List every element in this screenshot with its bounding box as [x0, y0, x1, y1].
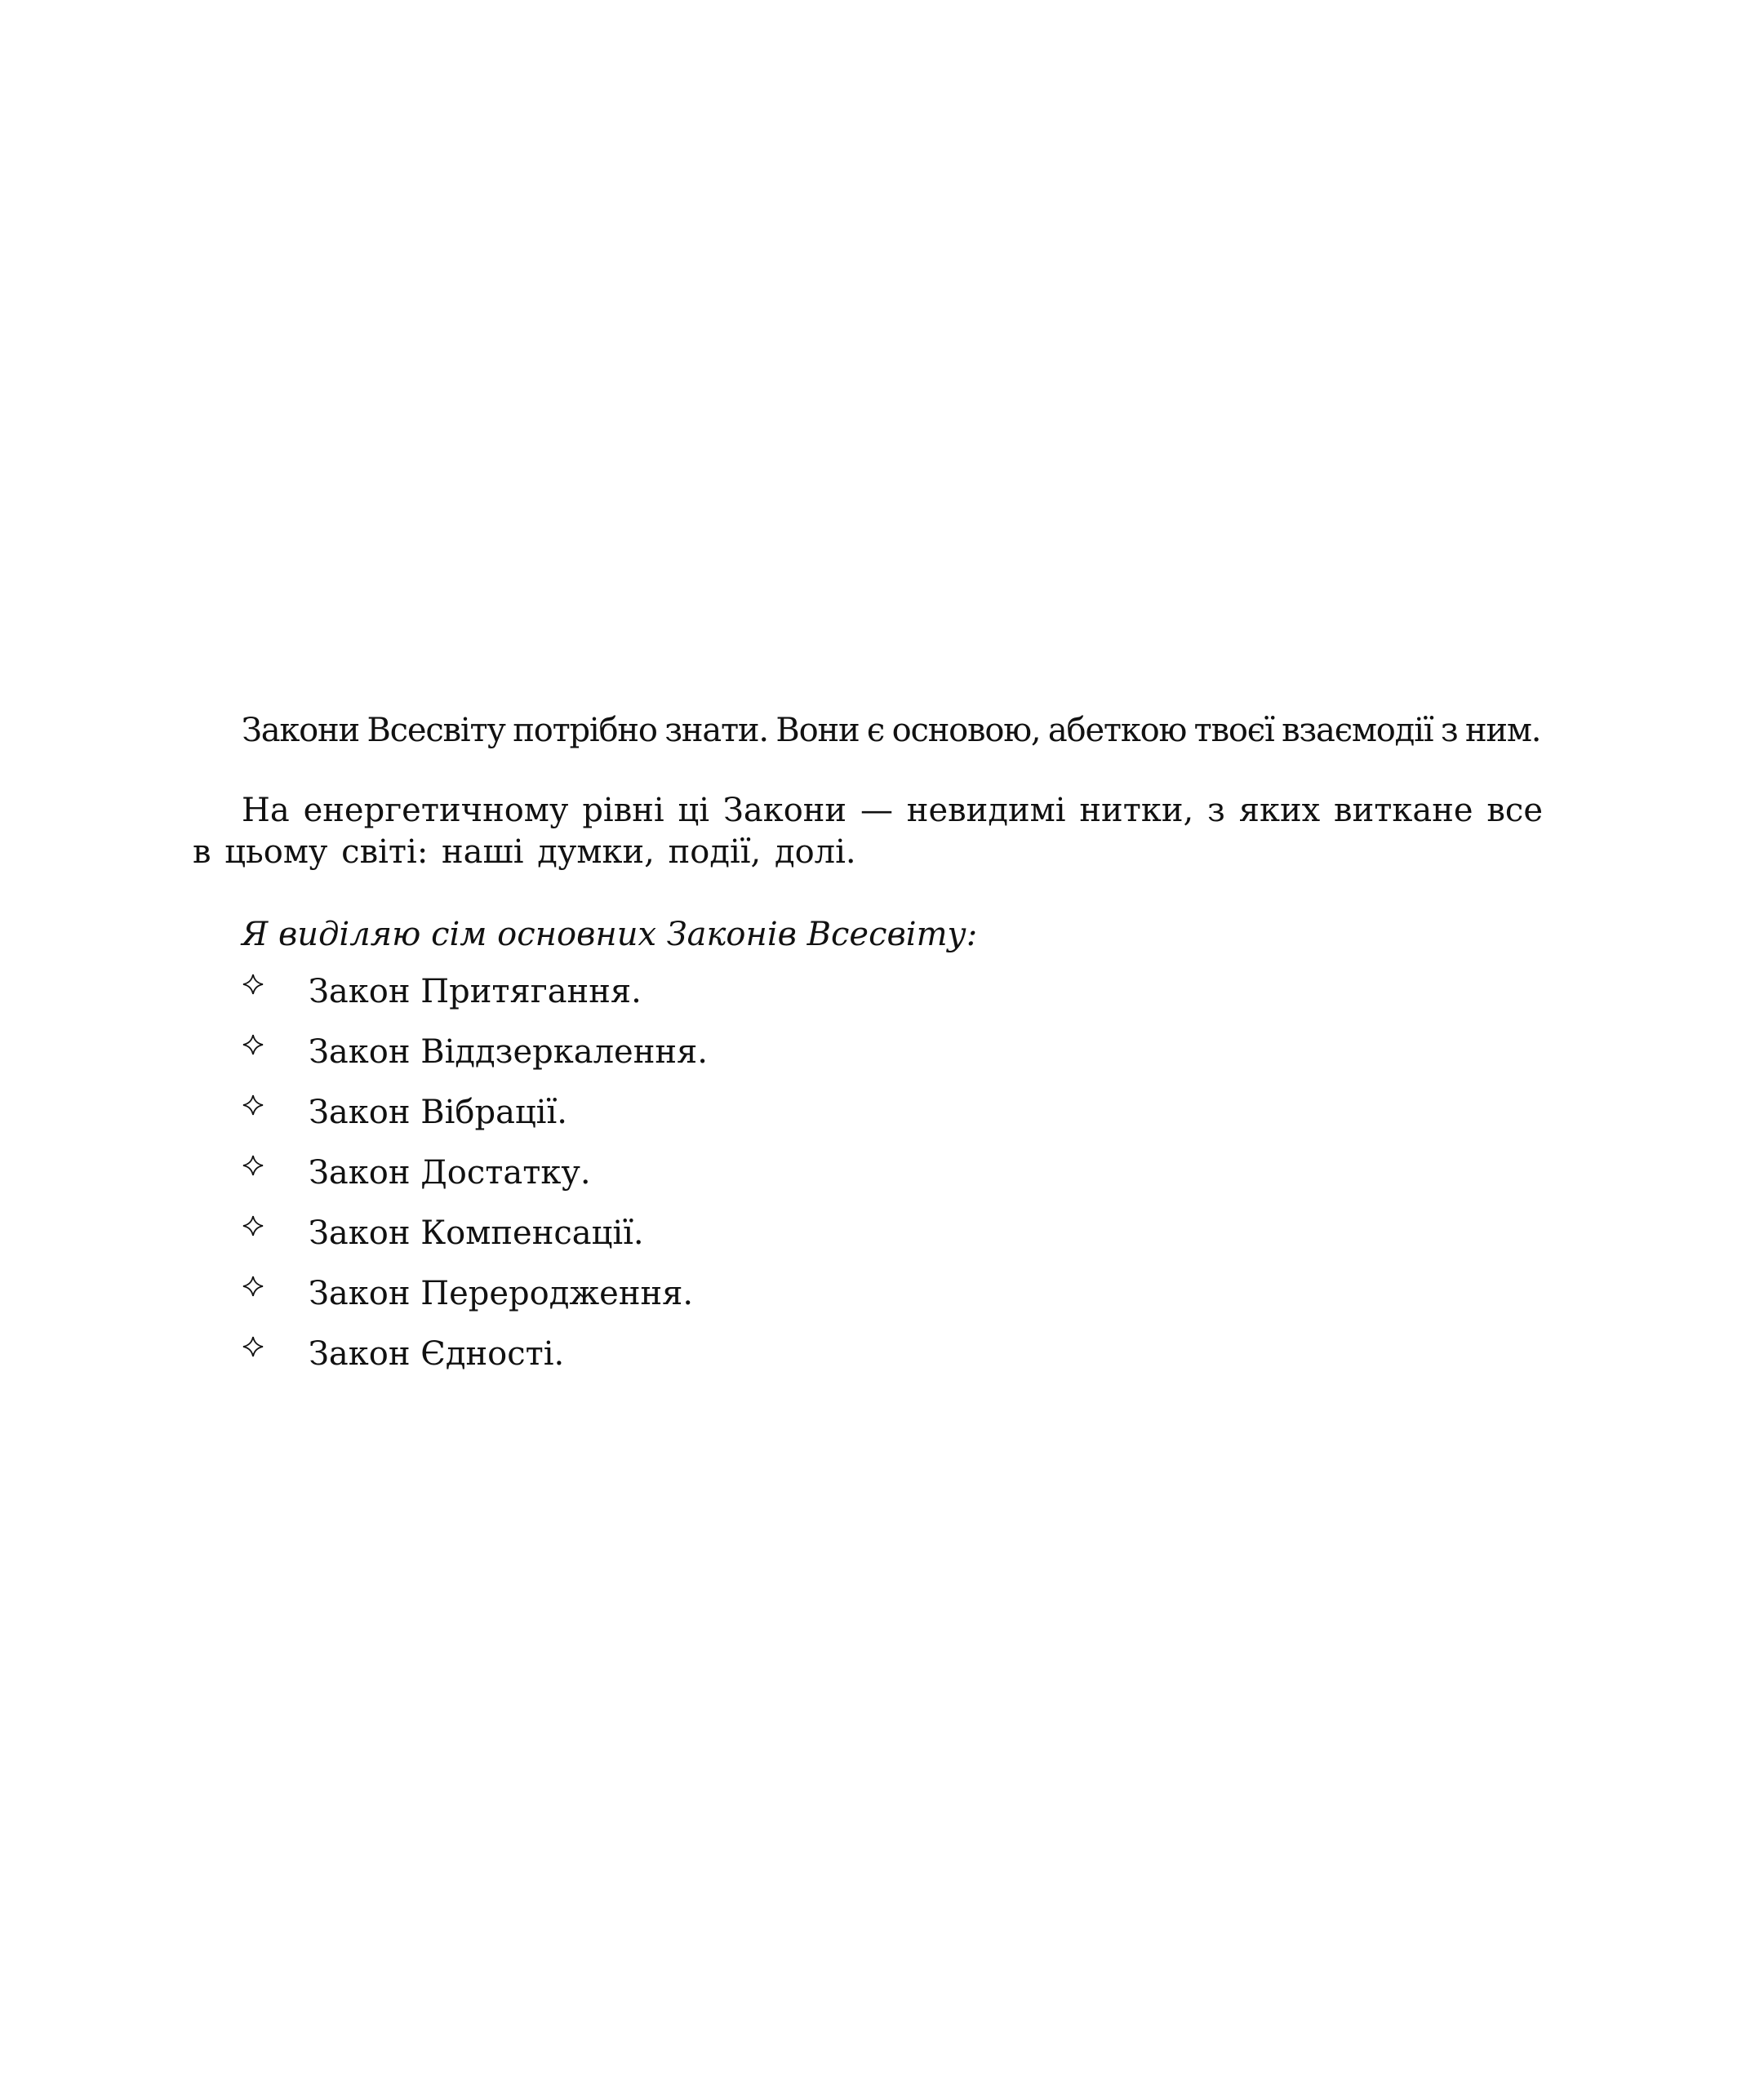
list-item: [193, 1032, 1543, 1092]
laws-list: [193, 971, 1543, 1394]
law-label: Закон Вібрації.: [309, 1094, 567, 1131]
law-label: Закон Єдності.: [309, 1335, 565, 1373]
four-point-star-icon: [242, 1214, 264, 1237]
four-point-star-icon: [242, 1335, 264, 1358]
law-label: Закон Віддзеркалення.: [309, 1033, 708, 1071]
four-point-star-icon: [242, 1094, 264, 1116]
four-point-star-icon: [242, 1033, 264, 1056]
law-label: Закон Переродження.: [309, 1275, 694, 1312]
paragraph-laws-must-know: Закони Всесвіту потрібно знати. Вони є основою, абеткою твоєї взаємодії з ним.: [242, 712, 1541, 749]
document-page: [193, 710, 1543, 1394]
list-item: [193, 971, 1543, 1032]
list-item: [193, 1092, 1543, 1152]
law-label: Закон Достатку.: [309, 1154, 591, 1192]
list-intro: Я виділяю сім основних Законів Всесвіту:: [242, 916, 978, 953]
list-item: [193, 1213, 1543, 1273]
four-point-star-icon: [242, 1154, 264, 1177]
four-point-star-icon: [242, 1275, 264, 1298]
list-item: [193, 1273, 1543, 1334]
list-item: [193, 1152, 1543, 1213]
paragraph-energy-level: На енергетичному рівні ці Закони — невидимі нитки, з яких виткане все в цьому світі: наші думки, події, долі.: [193, 792, 1543, 871]
law-label: Закон Компенсації.: [309, 1214, 644, 1252]
law-label: Закон Притягання.: [309, 973, 642, 1010]
list-item: [193, 1334, 1543, 1394]
four-point-star-icon: [242, 973, 264, 996]
